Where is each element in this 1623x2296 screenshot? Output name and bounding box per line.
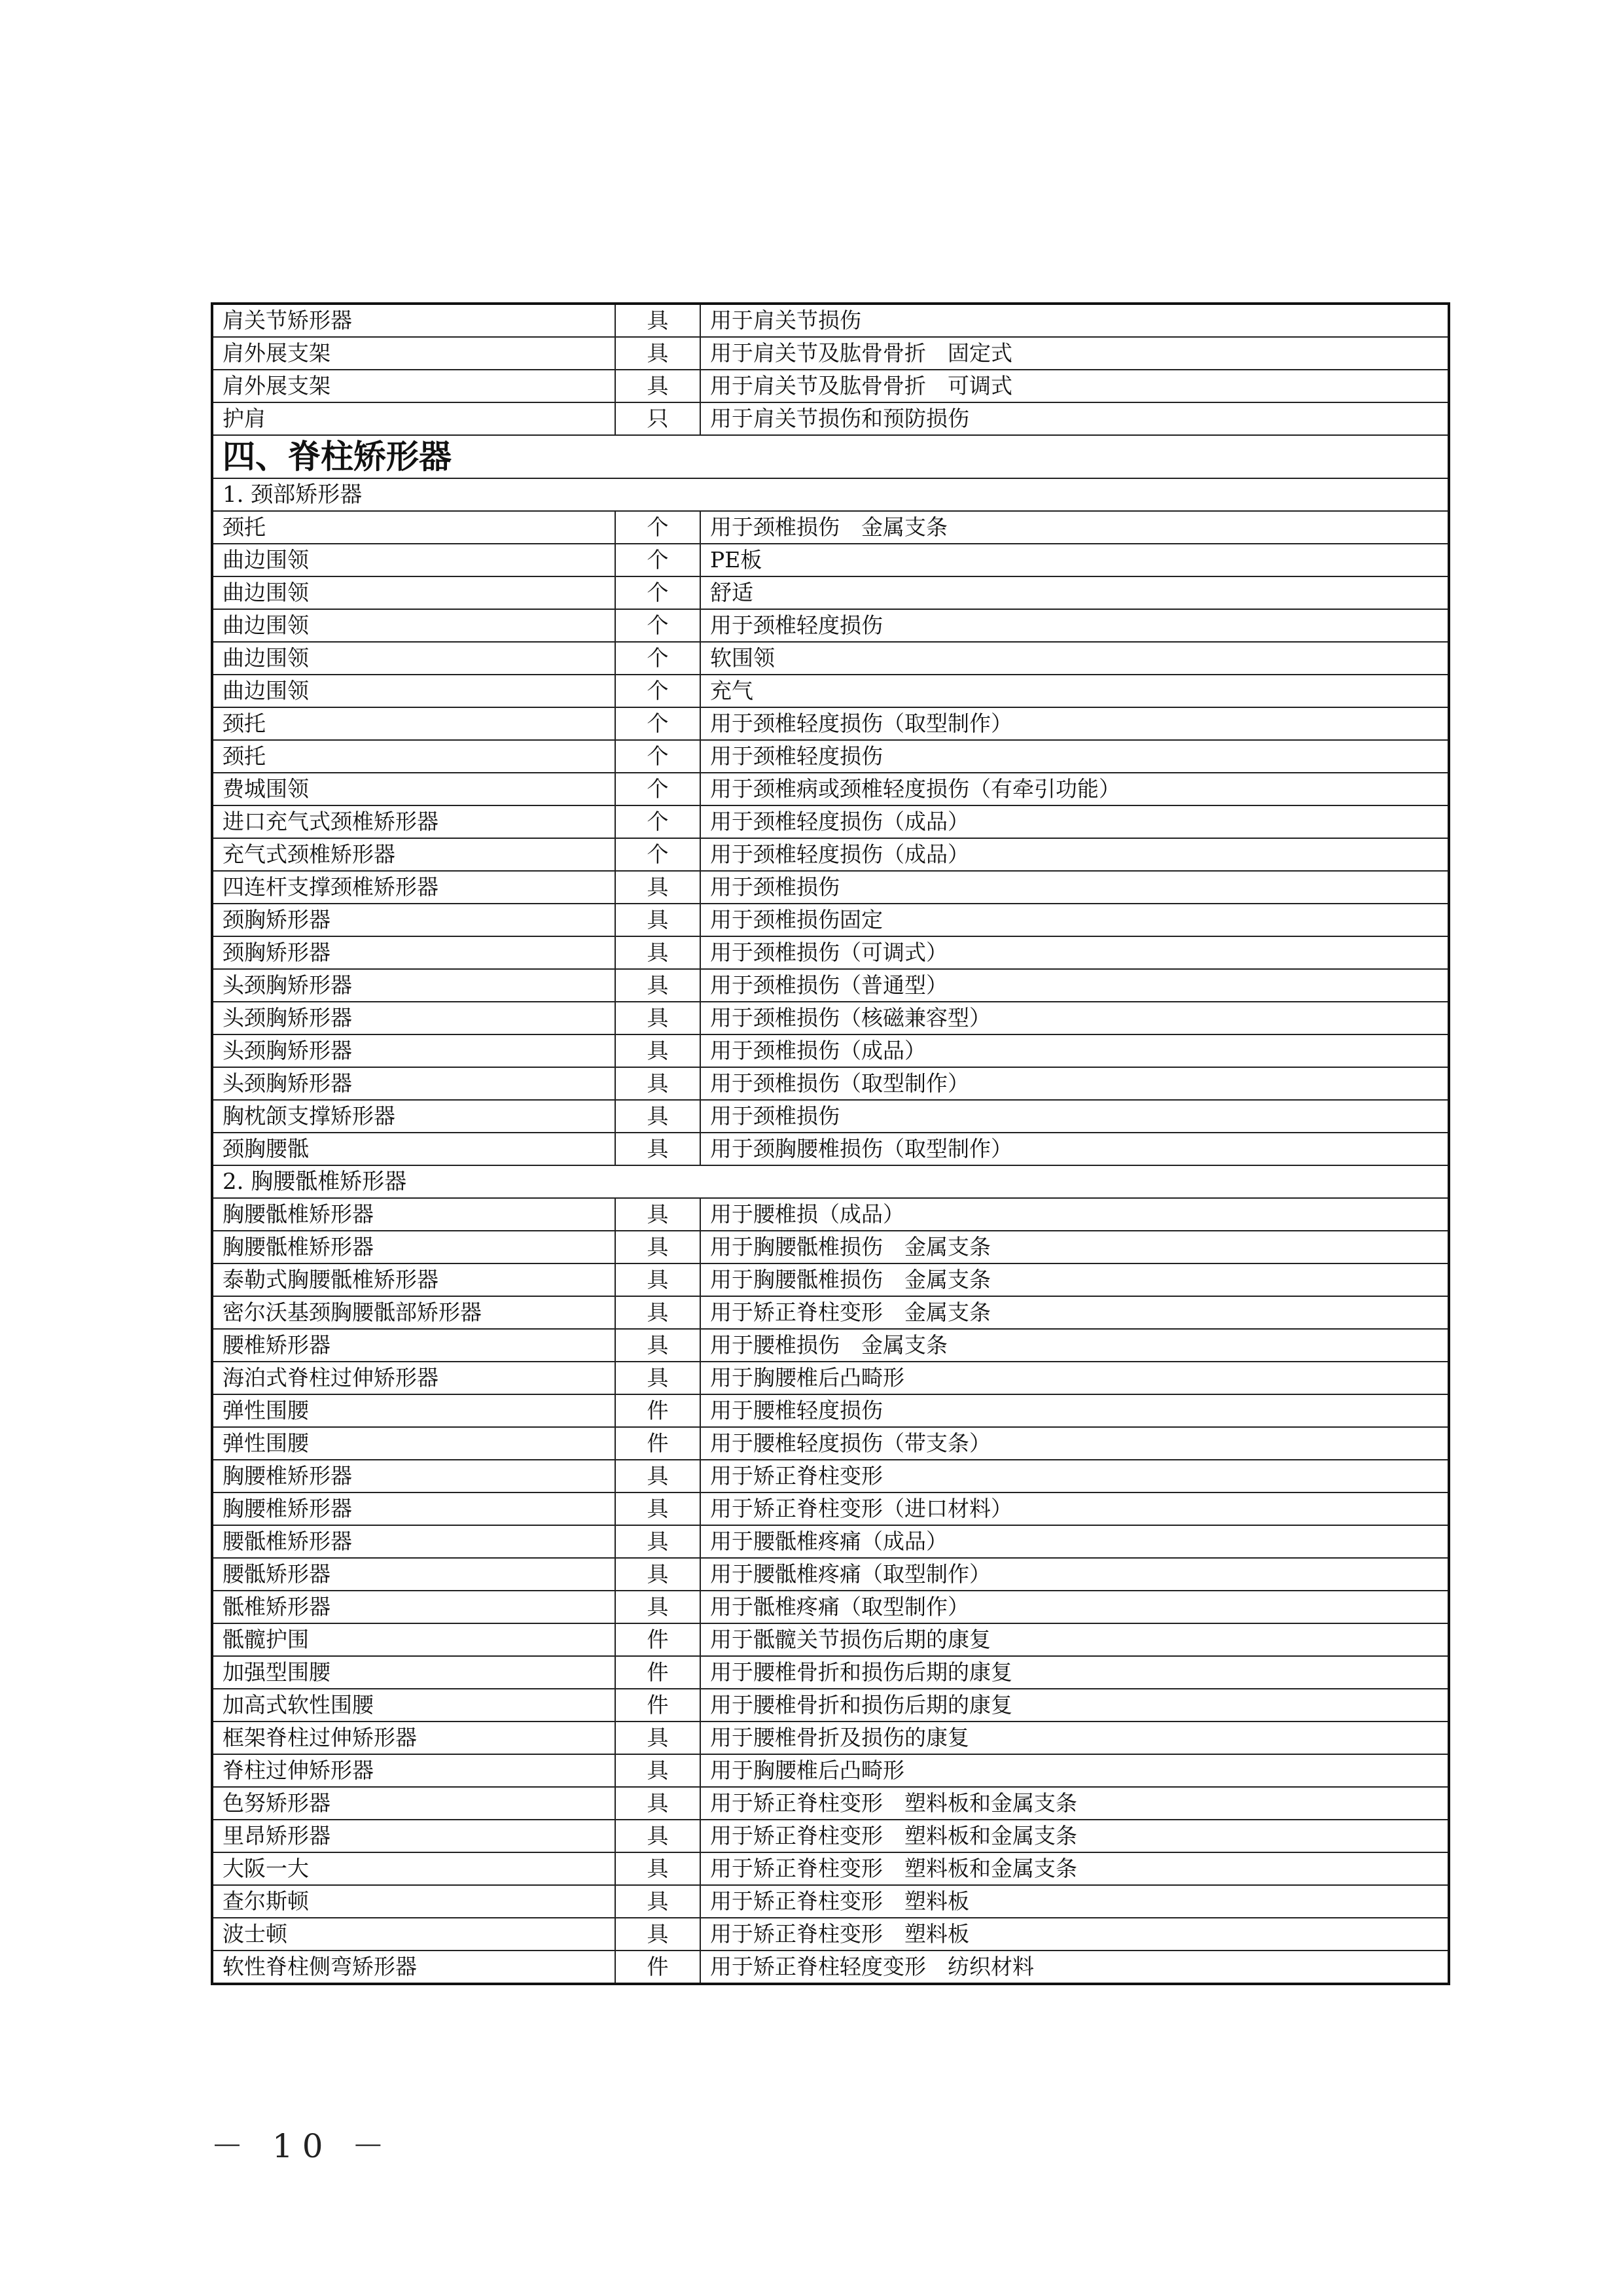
table-row bbox=[212, 1034, 1449, 1067]
table-row bbox=[212, 1754, 1449, 1787]
unit-cell: 件 bbox=[615, 1951, 700, 1984]
unit-cell: 个 bbox=[615, 511, 700, 544]
table-row bbox=[212, 838, 1449, 871]
section-heading-row bbox=[212, 435, 1449, 478]
unit-cell: 件 bbox=[615, 1394, 700, 1427]
unit-cell: 个 bbox=[615, 838, 700, 871]
item-name-cell: 加强型围腰 bbox=[212, 1656, 615, 1689]
description-cell: 用于矫正脊柱变形 塑料板和金属支条 bbox=[700, 1852, 1449, 1885]
orthosis-table bbox=[211, 302, 1450, 1985]
item-name-cell: 胸腰骶椎矫形器 bbox=[212, 1198, 615, 1231]
description-cell: 用于颈椎损伤（成品） bbox=[700, 1034, 1449, 1067]
table-row bbox=[212, 773, 1449, 805]
orthosis-table-body bbox=[212, 304, 1449, 1984]
unit-cell: 只 bbox=[615, 402, 700, 435]
item-name-cell: 查尔斯顿 bbox=[212, 1885, 615, 1918]
item-name-cell: 曲边围领 bbox=[212, 544, 615, 576]
description-cell: 用于肩关节损伤和预防损伤 bbox=[700, 402, 1449, 435]
item-name-cell: 密尔沃基颈胸腰骶部矫形器 bbox=[212, 1296, 615, 1329]
description-cell: 用于胸腰骶椎损伤 金属支条 bbox=[700, 1263, 1449, 1296]
table-row bbox=[212, 1394, 1449, 1427]
description-cell: 用于胸腰骶椎损伤 金属支条 bbox=[700, 1231, 1449, 1263]
table-row bbox=[212, 675, 1449, 707]
unit-cell: 具 bbox=[615, 1296, 700, 1329]
table-row bbox=[212, 609, 1449, 642]
item-name-cell: 头颈胸矫形器 bbox=[212, 1067, 615, 1100]
table-row bbox=[212, 1002, 1449, 1034]
item-name-cell: 胸枕颌支撑矫形器 bbox=[212, 1100, 615, 1133]
item-name-cell: 骶椎矫形器 bbox=[212, 1591, 615, 1623]
item-name-cell: 波士顿 bbox=[212, 1918, 615, 1951]
unit-cell: 个 bbox=[615, 576, 700, 609]
description-cell: 软围领 bbox=[700, 642, 1449, 675]
unit-cell: 个 bbox=[615, 773, 700, 805]
item-name-cell: 胸腰椎矫形器 bbox=[212, 1492, 615, 1525]
unit-cell: 具 bbox=[615, 1591, 700, 1623]
description-cell: 用于颈椎损伤（普通型） bbox=[700, 969, 1449, 1002]
description-cell: 用于颈椎轻度损伤（成品） bbox=[700, 838, 1449, 871]
unit-cell: 具 bbox=[615, 337, 700, 370]
table-row bbox=[212, 1689, 1449, 1722]
table-row bbox=[212, 544, 1449, 576]
unit-cell: 具 bbox=[615, 1460, 700, 1492]
table-row bbox=[212, 1951, 1449, 1984]
table-row bbox=[212, 1133, 1449, 1165]
description-cell: 用于矫正脊柱变形（进口材料） bbox=[700, 1492, 1449, 1525]
item-name-cell: 头颈胸矫形器 bbox=[212, 969, 615, 1002]
table-row bbox=[212, 707, 1449, 740]
item-name-cell: 胸腰骶椎矫形器 bbox=[212, 1231, 615, 1263]
description-cell: 用于颈椎损伤 bbox=[700, 1100, 1449, 1133]
description-cell: 用于肩关节及肱骨骨折 固定式 bbox=[700, 337, 1449, 370]
item-name-cell: 里昂矫形器 bbox=[212, 1820, 615, 1852]
unit-cell: 件 bbox=[615, 1623, 700, 1656]
table-row bbox=[212, 1885, 1449, 1918]
item-name-cell: 泰勒式胸腰骶椎矫形器 bbox=[212, 1263, 615, 1296]
item-name-cell: 弹性围腰 bbox=[212, 1394, 615, 1427]
description-cell: 用于腰椎轻度损伤 bbox=[700, 1394, 1449, 1427]
table-row bbox=[212, 1198, 1449, 1231]
item-name-cell: 弹性围腰 bbox=[212, 1427, 615, 1460]
table-row bbox=[212, 1231, 1449, 1263]
description-cell: 用于腰骶椎疼痛（成品） bbox=[700, 1525, 1449, 1558]
item-name-cell: 肩外展支架 bbox=[212, 337, 615, 370]
table-row bbox=[212, 1460, 1449, 1492]
table-row bbox=[212, 337, 1449, 370]
table-row bbox=[212, 1263, 1449, 1296]
item-name-cell: 大阪一大 bbox=[212, 1852, 615, 1885]
item-name-cell: 进口充气式颈椎矫形器 bbox=[212, 805, 615, 838]
item-name-cell: 颈胸矫形器 bbox=[212, 904, 615, 936]
unit-cell: 件 bbox=[615, 1656, 700, 1689]
unit-cell: 个 bbox=[615, 707, 700, 740]
table-row bbox=[212, 576, 1449, 609]
description-cell: 用于颈椎损伤（核磁兼容型） bbox=[700, 1002, 1449, 1034]
unit-cell: 件 bbox=[615, 1427, 700, 1460]
section-heading: 四、脊柱矫形器 bbox=[212, 435, 1449, 478]
table-row bbox=[212, 402, 1449, 435]
item-name-cell: 曲边围领 bbox=[212, 576, 615, 609]
description-cell: 用于颈椎轻度损伤 bbox=[700, 609, 1449, 642]
page-number: － 10 － bbox=[211, 2127, 394, 2165]
item-name-cell: 颈托 bbox=[212, 707, 615, 740]
description-cell: 用于矫正脊柱变形 塑料板 bbox=[700, 1885, 1449, 1918]
description-cell: 用于颈胸腰椎损伤（取型制作） bbox=[700, 1133, 1449, 1165]
unit-cell: 具 bbox=[615, 1067, 700, 1100]
item-name-cell: 颈托 bbox=[212, 511, 615, 544]
unit-cell: 个 bbox=[615, 609, 700, 642]
item-name-cell: 肩外展支架 bbox=[212, 370, 615, 402]
table-row bbox=[212, 805, 1449, 838]
unit-cell: 件 bbox=[615, 1689, 700, 1722]
table-row bbox=[212, 740, 1449, 773]
item-name-cell: 加高式软性围腰 bbox=[212, 1689, 615, 1722]
description-cell: 充气 bbox=[700, 675, 1449, 707]
description-cell: 用于颈椎损伤 bbox=[700, 871, 1449, 904]
subsection-heading-neck: 1. 颈部矫形器 bbox=[212, 478, 1449, 511]
description-cell: PE板 bbox=[700, 544, 1449, 576]
description-cell: 用于腰椎骨折和损伤后期的康复 bbox=[700, 1656, 1449, 1689]
unit-cell: 个 bbox=[615, 675, 700, 707]
table-row bbox=[212, 1558, 1449, 1591]
item-name-cell: 骶髋护围 bbox=[212, 1623, 615, 1656]
unit-cell: 具 bbox=[615, 1362, 700, 1394]
item-name-cell: 头颈胸矫形器 bbox=[212, 1034, 615, 1067]
item-name-cell: 费城围领 bbox=[212, 773, 615, 805]
description-cell: 用于腰椎损伤 金属支条 bbox=[700, 1329, 1449, 1362]
unit-cell: 具 bbox=[615, 1231, 700, 1263]
table-row bbox=[212, 1820, 1449, 1852]
unit-cell: 具 bbox=[615, 936, 700, 969]
unit-cell: 个 bbox=[615, 740, 700, 773]
description-cell: 用于肩关节及肱骨骨折 可调式 bbox=[700, 370, 1449, 402]
item-name-cell: 色努矫形器 bbox=[212, 1787, 615, 1820]
unit-cell: 具 bbox=[615, 1852, 700, 1885]
table-row bbox=[212, 1492, 1449, 1525]
item-name-cell: 肩关节矫形器 bbox=[212, 304, 615, 337]
item-name-cell: 颈胸矫形器 bbox=[212, 936, 615, 969]
unit-cell: 具 bbox=[615, 1002, 700, 1034]
table-row bbox=[212, 1296, 1449, 1329]
unit-cell: 具 bbox=[615, 1329, 700, 1362]
subsection-heading-lumbar: 2. 胸腰骶椎矫形器 bbox=[212, 1165, 1449, 1198]
table-row bbox=[212, 1722, 1449, 1754]
table-row bbox=[212, 1591, 1449, 1623]
description-cell: 用于矫正脊柱变形 金属支条 bbox=[700, 1296, 1449, 1329]
table-row bbox=[212, 1362, 1449, 1394]
subsection-heading-lumbar-row bbox=[212, 1165, 1449, 1198]
item-name-cell: 框架脊柱过伸矫形器 bbox=[212, 1722, 615, 1754]
table-row bbox=[212, 1852, 1449, 1885]
table-row bbox=[212, 304, 1449, 337]
description-cell: 用于矫正脊柱变形 塑料板 bbox=[700, 1918, 1449, 1951]
unit-cell: 具 bbox=[615, 1820, 700, 1852]
unit-cell: 具 bbox=[615, 1133, 700, 1165]
table-row bbox=[212, 969, 1449, 1002]
table-row bbox=[212, 370, 1449, 402]
description-cell: 用于矫正脊柱变形 塑料板和金属支条 bbox=[700, 1820, 1449, 1852]
table-row bbox=[212, 1427, 1449, 1460]
unit-cell: 具 bbox=[615, 969, 700, 1002]
description-cell: 用于矫正脊柱变形 bbox=[700, 1460, 1449, 1492]
unit-cell: 具 bbox=[615, 1492, 700, 1525]
table-row bbox=[212, 1918, 1449, 1951]
item-name-cell: 胸腰椎矫形器 bbox=[212, 1460, 615, 1492]
table-row bbox=[212, 1656, 1449, 1689]
table-row bbox=[212, 1623, 1449, 1656]
item-name-cell: 腰骶矫形器 bbox=[212, 1558, 615, 1591]
item-name-cell: 护肩 bbox=[212, 402, 615, 435]
description-cell: 用于颈椎轻度损伤（取型制作） bbox=[700, 707, 1449, 740]
unit-cell: 具 bbox=[615, 1263, 700, 1296]
description-cell: 用于胸腰椎后凸畸形 bbox=[700, 1754, 1449, 1787]
description-cell: 用于腰椎损（成品） bbox=[700, 1198, 1449, 1231]
description-cell: 用于腰骶椎疼痛（取型制作） bbox=[700, 1558, 1449, 1591]
table-row bbox=[212, 1525, 1449, 1558]
table-row bbox=[212, 1100, 1449, 1133]
item-name-cell: 腰骶椎矫形器 bbox=[212, 1525, 615, 1558]
table-row bbox=[212, 1067, 1449, 1100]
item-name-cell: 颈胸腰骶 bbox=[212, 1133, 615, 1165]
item-name-cell: 软性脊柱侧弯矫形器 bbox=[212, 1951, 615, 1984]
description-cell: 用于腰椎骨折和损伤后期的康复 bbox=[700, 1689, 1449, 1722]
item-name-cell: 曲边围领 bbox=[212, 642, 615, 675]
table-row bbox=[212, 511, 1449, 544]
description-cell: 用于腰椎骨折及损伤的康复 bbox=[700, 1722, 1449, 1754]
table-row bbox=[212, 1787, 1449, 1820]
table-row bbox=[212, 642, 1449, 675]
description-cell: 用于颈椎轻度损伤（成品） bbox=[700, 805, 1449, 838]
table-row bbox=[212, 871, 1449, 904]
description-cell: 用于骶椎疼痛（取型制作） bbox=[700, 1591, 1449, 1623]
table-row bbox=[212, 936, 1449, 969]
unit-cell: 具 bbox=[615, 304, 700, 337]
description-cell: 用于肩关节损伤 bbox=[700, 304, 1449, 337]
description-cell: 用于颈椎损伤固定 bbox=[700, 904, 1449, 936]
item-name-cell: 头颈胸矫形器 bbox=[212, 1002, 615, 1034]
item-name-cell: 海泊式脊柱过伸矫形器 bbox=[212, 1362, 615, 1394]
unit-cell: 具 bbox=[615, 1198, 700, 1231]
item-name-cell: 颈托 bbox=[212, 740, 615, 773]
description-cell: 用于颈椎损伤（可调式） bbox=[700, 936, 1449, 969]
description-cell: 用于颈椎病或颈椎轻度损伤（有牵引功能） bbox=[700, 773, 1449, 805]
item-name-cell: 曲边围领 bbox=[212, 675, 615, 707]
unit-cell: 具 bbox=[615, 1918, 700, 1951]
description-cell: 用于骶髋关节损伤后期的康复 bbox=[700, 1623, 1449, 1656]
description-cell: 用于颈椎轻度损伤 bbox=[700, 740, 1449, 773]
item-name-cell: 曲边围领 bbox=[212, 609, 615, 642]
unit-cell: 个 bbox=[615, 544, 700, 576]
unit-cell: 个 bbox=[615, 805, 700, 838]
unit-cell: 具 bbox=[615, 1885, 700, 1918]
unit-cell: 具 bbox=[615, 871, 700, 904]
unit-cell: 具 bbox=[615, 1034, 700, 1067]
unit-cell: 具 bbox=[615, 370, 700, 402]
item-name-cell: 腰椎矫形器 bbox=[212, 1329, 615, 1362]
unit-cell: 具 bbox=[615, 1525, 700, 1558]
table-row bbox=[212, 904, 1449, 936]
unit-cell: 具 bbox=[615, 904, 700, 936]
item-name-cell: 四连杆支撑颈椎矫形器 bbox=[212, 871, 615, 904]
unit-cell: 具 bbox=[615, 1558, 700, 1591]
description-cell: 用于胸腰椎后凸畸形 bbox=[700, 1362, 1449, 1394]
description-cell: 用于矫正脊柱轻度变形 纺织材料 bbox=[700, 1951, 1449, 1984]
description-cell: 用于颈椎损伤（取型制作） bbox=[700, 1067, 1449, 1100]
description-cell: 用于矫正脊柱变形 塑料板和金属支条 bbox=[700, 1787, 1449, 1820]
subsection-heading-neck-row bbox=[212, 478, 1449, 511]
description-cell: 用于颈椎损伤 金属支条 bbox=[700, 511, 1449, 544]
description-cell: 用于腰椎轻度损伤（带支条） bbox=[700, 1427, 1449, 1460]
item-name-cell: 脊柱过伸矫形器 bbox=[212, 1754, 615, 1787]
unit-cell: 具 bbox=[615, 1754, 700, 1787]
table-row bbox=[212, 1329, 1449, 1362]
item-name-cell: 充气式颈椎矫形器 bbox=[212, 838, 615, 871]
unit-cell: 具 bbox=[615, 1722, 700, 1754]
unit-cell: 个 bbox=[615, 642, 700, 675]
unit-cell: 具 bbox=[615, 1100, 700, 1133]
unit-cell: 具 bbox=[615, 1787, 700, 1820]
description-cell: 舒适 bbox=[700, 576, 1449, 609]
